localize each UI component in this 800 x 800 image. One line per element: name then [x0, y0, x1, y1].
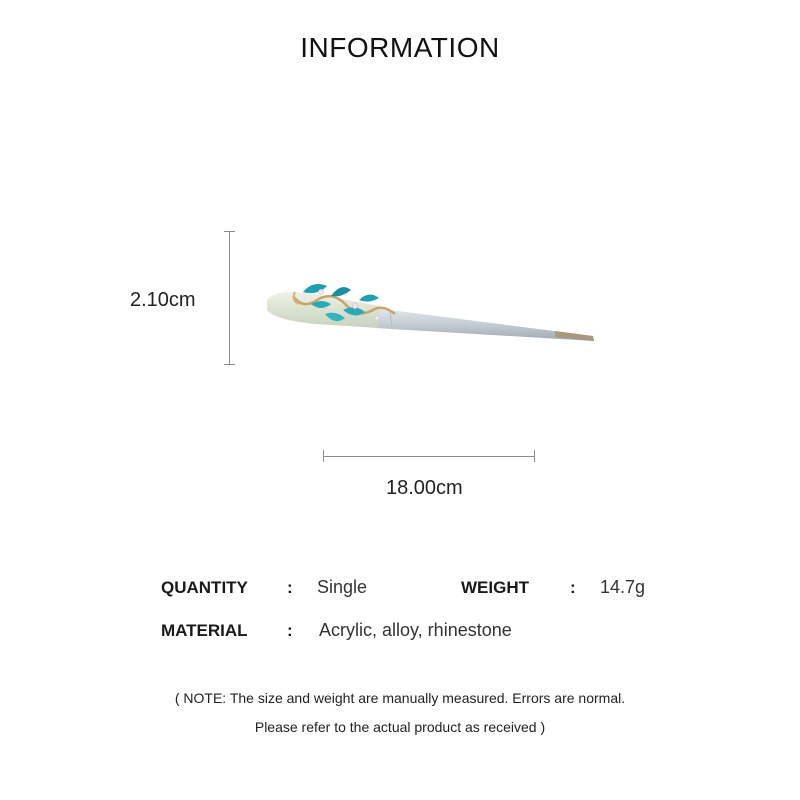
material-colon: :	[287, 621, 293, 640]
quantity-label: QUANTITY	[161, 578, 248, 597]
width-dimension-label: 18.00cm	[386, 477, 463, 499]
weight-colon: :	[570, 578, 576, 597]
height-dimension-line	[229, 231, 230, 365]
material-value: Acrylic, alloy, rhinestone	[319, 620, 512, 640]
weight-value: 14.7g	[600, 577, 646, 597]
height-dimension-label: 2.10cm	[130, 289, 196, 311]
width-dimension-line	[323, 456, 535, 457]
width-dimension-cap-left	[323, 450, 324, 462]
weight-label: WEIGHT	[461, 578, 529, 597]
hairpin-product-image	[255, 270, 605, 360]
height-dimension-cap-top	[224, 231, 235, 232]
height-dimension-cap-bottom	[224, 364, 235, 365]
page-title: INFORMATION	[300, 32, 500, 63]
quantity-colon: :	[287, 578, 293, 597]
note-line-1: ( NOTE: The size and weight are manually measured. Errors are normal.	[174, 690, 626, 706]
width-dimension-cap-right	[534, 450, 535, 462]
quantity-value: Single	[317, 577, 368, 597]
material-label: MATERIAL	[161, 621, 248, 640]
note-line-2: Please refer to the actual product as received )	[254, 719, 546, 735]
